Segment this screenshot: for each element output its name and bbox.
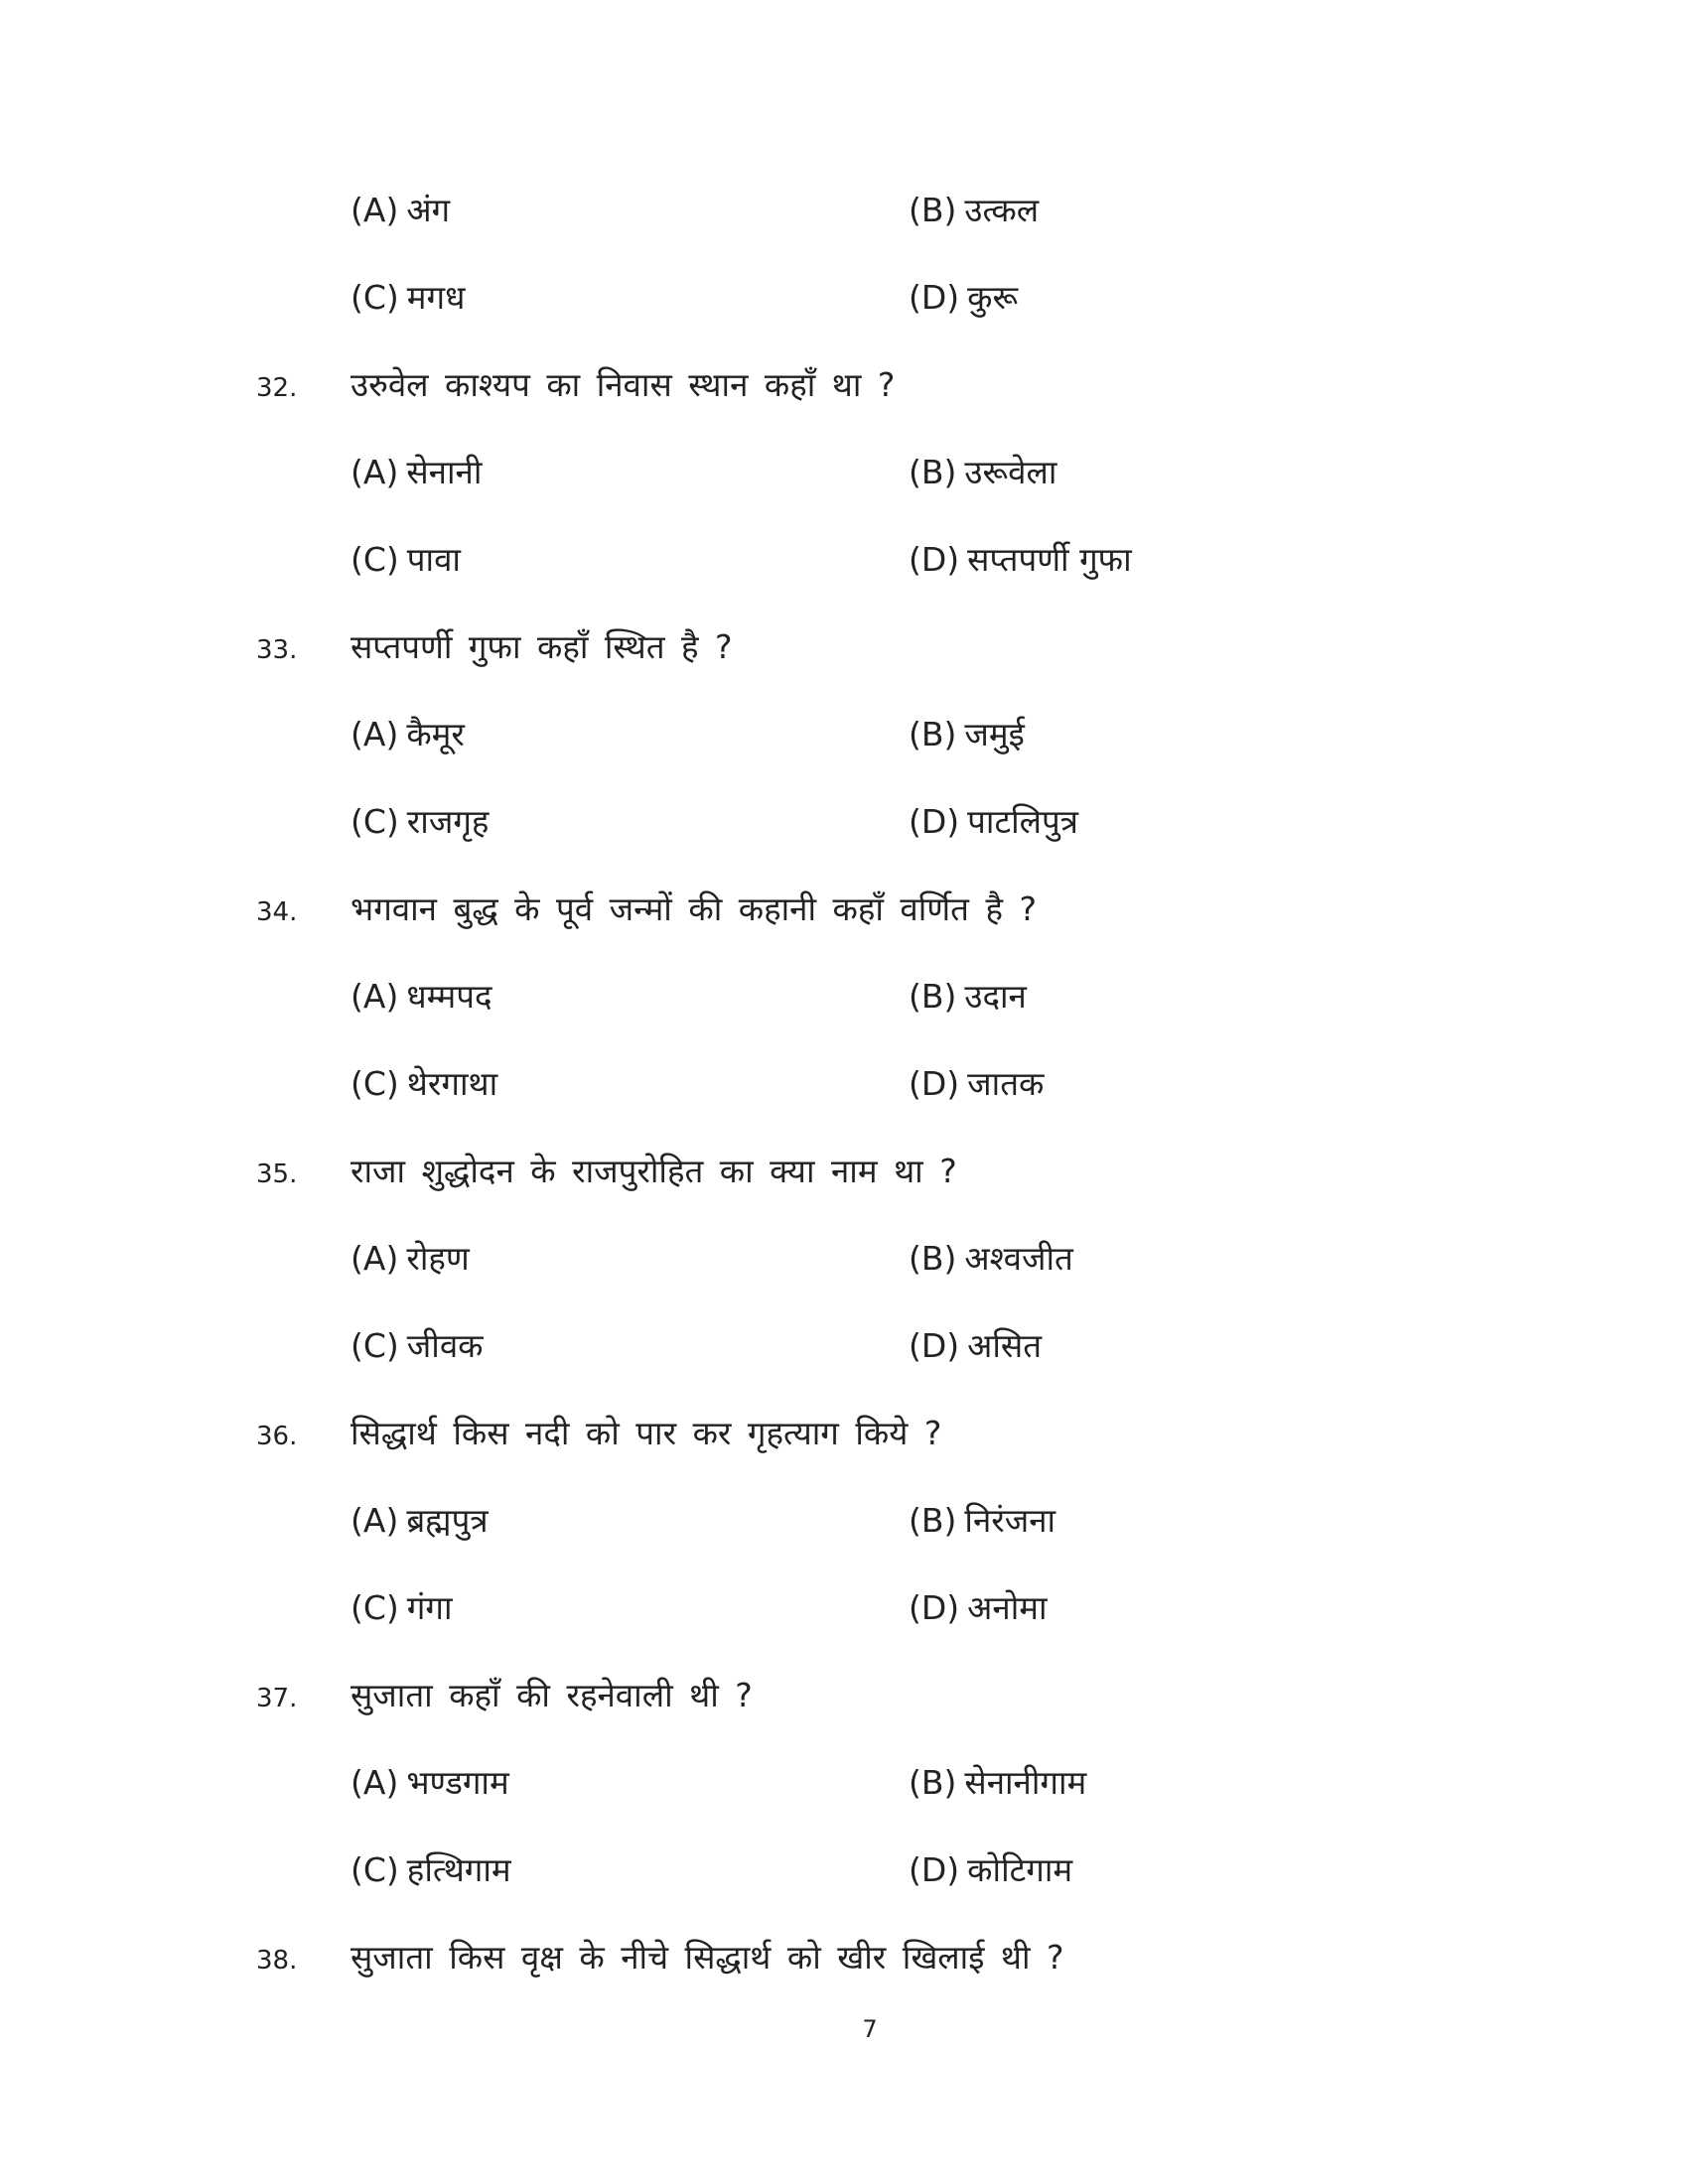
option-row (0, 1491, 1688, 1551)
option-text: सेनानी (406, 453, 483, 491)
option-d (909, 538, 1132, 582)
option-d (909, 1062, 1044, 1106)
question-36 (0, 1402, 1688, 1461)
option-text: उत्कल (964, 191, 1040, 229)
option-letter: (D) (909, 1850, 960, 1889)
question-text: सुजाता कहाँ की रहनेवाली थी ? (351, 1676, 753, 1714)
option-letter: (A) (351, 715, 399, 753)
option-a (351, 713, 465, 756)
option-row (0, 967, 1688, 1026)
option-row (0, 181, 1688, 240)
option-c (351, 800, 489, 844)
option-text: अश्वजीत (964, 1239, 1073, 1278)
option-text: जातक (967, 1064, 1045, 1103)
option-row (0, 705, 1688, 764)
question-number: 34. (256, 897, 298, 927)
question-34 (0, 878, 1688, 937)
option-letter: (A) (351, 453, 399, 491)
option-row (0, 792, 1688, 852)
option-row (0, 1054, 1688, 1114)
option-letter: (B) (909, 977, 957, 1016)
option-letter: (C) (351, 802, 399, 841)
option-text: सप्तपर्णी गुफा (967, 540, 1132, 579)
option-row (0, 1229, 1688, 1289)
question-33 (0, 615, 1688, 675)
option-d (909, 1586, 1048, 1630)
question-text: सुजाता किस वृक्ष के नीचे सिद्धार्थ को खीर खिलाई थी ? (351, 1938, 1064, 1977)
option-letter: (A) (351, 1501, 399, 1540)
question-number: 32. (256, 373, 298, 403)
option-a (351, 975, 492, 1019)
option-letter: (A) (351, 1763, 399, 1802)
option-letter: (D) (909, 1326, 960, 1365)
option-row (0, 1578, 1688, 1638)
option-row (0, 443, 1688, 502)
option-b (909, 1499, 1055, 1543)
question-number: 38. (256, 1946, 298, 1976)
option-letter: (C) (351, 278, 399, 317)
option-b (909, 1761, 1086, 1805)
option-letter: (C) (351, 1326, 399, 1365)
option-row (0, 1316, 1688, 1376)
option-letter: (D) (909, 1588, 960, 1627)
option-c (351, 1848, 511, 1892)
option-d (909, 1324, 1042, 1368)
option-text: असित (967, 1326, 1043, 1365)
option-text: राजगृह (406, 802, 490, 841)
option-text: मगध (406, 278, 466, 317)
question-number: 33. (256, 635, 298, 665)
option-letter: (D) (909, 540, 960, 579)
question-text: उरुवेल काश्यप का निवास स्थान कहाँ था ? (351, 365, 896, 404)
question-number: 35. (256, 1160, 298, 1189)
option-letter: (B) (909, 1239, 957, 1278)
option-letter: (B) (909, 453, 957, 491)
option-text: निरंजना (964, 1501, 1056, 1540)
option-letter: (C) (351, 540, 399, 579)
option-letter: (A) (351, 977, 399, 1016)
option-letter: (C) (351, 1064, 399, 1103)
question-32 (0, 353, 1688, 413)
question-text: भगवान बुद्ध के पूर्व जन्मों की कहानी कहाँ वर्णित है ? (351, 889, 1037, 928)
option-c (351, 538, 461, 582)
option-text: भण्डगाम (406, 1763, 509, 1802)
option-c (351, 1324, 484, 1368)
option-text: गंगा (406, 1588, 453, 1627)
option-text: पावा (406, 540, 461, 579)
option-letter: (B) (909, 1763, 957, 1802)
option-b (909, 1237, 1073, 1281)
question-number: 37. (256, 1684, 298, 1713)
option-a (351, 451, 482, 494)
option-text: अनोमा (967, 1588, 1048, 1627)
option-text: उरूवेला (964, 453, 1057, 491)
option-letter: (B) (909, 191, 957, 229)
option-letter: (A) (351, 1239, 399, 1278)
option-text: जमुई (964, 715, 1025, 753)
question-text: सिद्धार्थ किस नदी को पार कर गृहत्याग किये ? (351, 1414, 942, 1452)
option-letter: (B) (909, 1501, 957, 1540)
option-b (909, 713, 1025, 756)
option-b (909, 975, 1027, 1019)
option-text: पाटलिपुत्र (967, 802, 1078, 841)
option-a (351, 1237, 470, 1281)
option-text: कोटिगाम (967, 1850, 1073, 1889)
question-37 (0, 1664, 1688, 1723)
option-letter: (C) (351, 1588, 399, 1627)
option-text: अंग (406, 191, 451, 229)
option-text: रोहण (406, 1239, 470, 1278)
question-text: राजा शुद्धोदन के राजपुरोहित का क्या नाम था ? (351, 1152, 957, 1190)
option-text: थेरगाथा (406, 1064, 498, 1103)
option-letter: (C) (351, 1850, 399, 1889)
option-text: सेनानीगाम (964, 1763, 1087, 1802)
option-c (351, 1062, 497, 1106)
option-text: जीवक (406, 1326, 484, 1365)
option-c (351, 276, 465, 320)
option-text: उदान (964, 977, 1027, 1016)
option-row (0, 1841, 1688, 1900)
option-b (909, 189, 1039, 232)
option-row (0, 530, 1688, 590)
question-38 (0, 1926, 1688, 1985)
option-letter: (D) (909, 278, 960, 317)
option-a (351, 1761, 509, 1805)
option-letter: (A) (351, 191, 399, 229)
option-a (351, 1499, 489, 1543)
question-text: सप्तपर्णी गुफा कहाँ स्थित है ? (351, 627, 733, 666)
option-row (0, 268, 1688, 328)
option-letter: (B) (909, 715, 957, 753)
option-text: कैमूर (406, 715, 465, 753)
option-row (0, 1753, 1688, 1813)
option-text: धम्मपद (406, 977, 492, 1016)
option-d (909, 1848, 1072, 1892)
option-letter: (D) (909, 802, 960, 841)
question-35 (0, 1140, 1688, 1199)
option-letter: (D) (909, 1064, 960, 1103)
option-d (909, 800, 1078, 844)
question-number: 36. (256, 1422, 298, 1451)
page-number: 7 (862, 2015, 878, 2043)
option-b (909, 451, 1056, 494)
option-c (351, 1586, 453, 1630)
option-text: हत्थिगाम (406, 1850, 511, 1889)
option-text: कुरू (967, 278, 1019, 317)
option-d (909, 276, 1018, 320)
option-a (351, 189, 450, 232)
option-text: ब्रह्मपुत्र (406, 1501, 489, 1540)
